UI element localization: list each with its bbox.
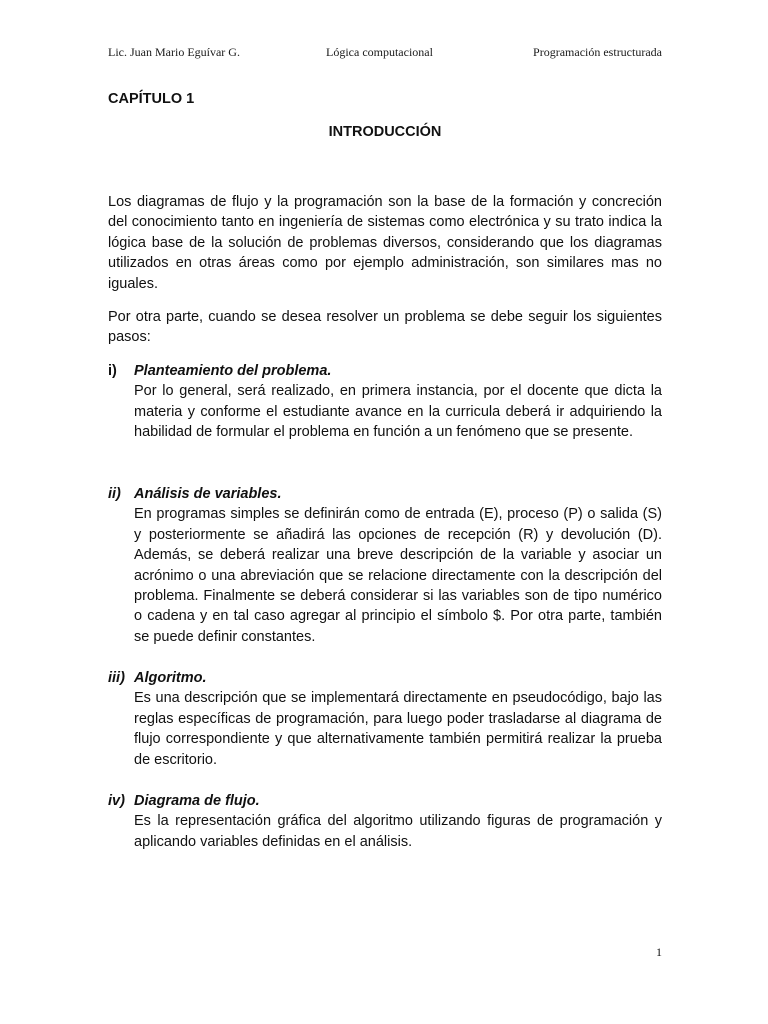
step-item <box>108 361 662 443</box>
step-item <box>108 791 662 852</box>
chapter-heading: CAPÍTULO 1 <box>108 91 195 107</box>
header-subject: Lógica computacional <box>326 45 433 59</box>
step-heading <box>108 668 662 688</box>
step-item <box>108 668 662 770</box>
step-number: ii) <box>108 486 121 502</box>
step-title: Diagrama de flujo. <box>134 793 260 809</box>
step-title: Análisis de variables. <box>134 486 282 502</box>
step-text: En programas simples se definirán como de entrada (E), proceso (P) o salida (S) y posteriormente se añadirá las opciones de recepción (R) y devolución (D). Además, se deberá realizar una breve descripción de la variable y asociar un acrónimo o una abreviación que se relacione directamente con la descripción del problema. Finalmente se deberá considerar si las variables son de tipo numérico o cadena y en tal caso agregar al principio el símbolo $. Por otra parte, también se puede definir constantes. <box>134 506 662 645</box>
step-title: Algoritmo. <box>134 670 207 686</box>
page-number: 1 <box>656 945 662 959</box>
step-number: i) <box>108 363 117 379</box>
header-author: Lic. Juan Mario Eguívar G. <box>108 45 240 59</box>
step-text: Por lo general, será realizado, en primera instancia, por el docente que dicta la materia y conforme el estudiante avance en la curricula deberá ir adquiriendo la habilidad de formular el problema en función a un fenómeno que se presente. <box>134 383 662 441</box>
section-title: INTRODUCCIÓN <box>328 124 442 140</box>
step-heading <box>108 791 662 811</box>
step-number: iv) <box>108 793 125 809</box>
intro-paragraph: Los diagramas de flujo y la programación son la base de la formación y concreción del conocimiento tanto en ingeniería de sistemas como electrónica y su trato indica la lógica base de la solución de problemas diversos, considerando que los diagramas utilizados en otras áreas como por ejemplo administración, son similares mas no iguales. <box>108 194 662 292</box>
steps-intro-paragraph: Por otra parte, cuando se desea resolver un problema se debe seguir los siguientes pasos: <box>108 309 662 346</box>
step-heading <box>108 361 662 381</box>
step-heading <box>108 484 662 504</box>
step-text: Es una descripción que se implementará directamente en pseudocódigo, bajo las reglas específicas de programación, para luego poder trasladarse al diagrama de flujo correspondiente y que alternativamente también permitirá realizar la prueba de escritorio. <box>134 690 662 768</box>
step-title: Planteamiento del problema. <box>134 363 332 379</box>
step-number: iii) <box>108 670 125 686</box>
step-text: Es la representación gráfica del algoritmo utilizando figuras de programación y aplicando variables definidas en el análisis. <box>134 813 662 850</box>
header-course: Programación estructurada <box>533 45 662 59</box>
page-header <box>108 45 662 63</box>
step-item <box>108 484 662 647</box>
